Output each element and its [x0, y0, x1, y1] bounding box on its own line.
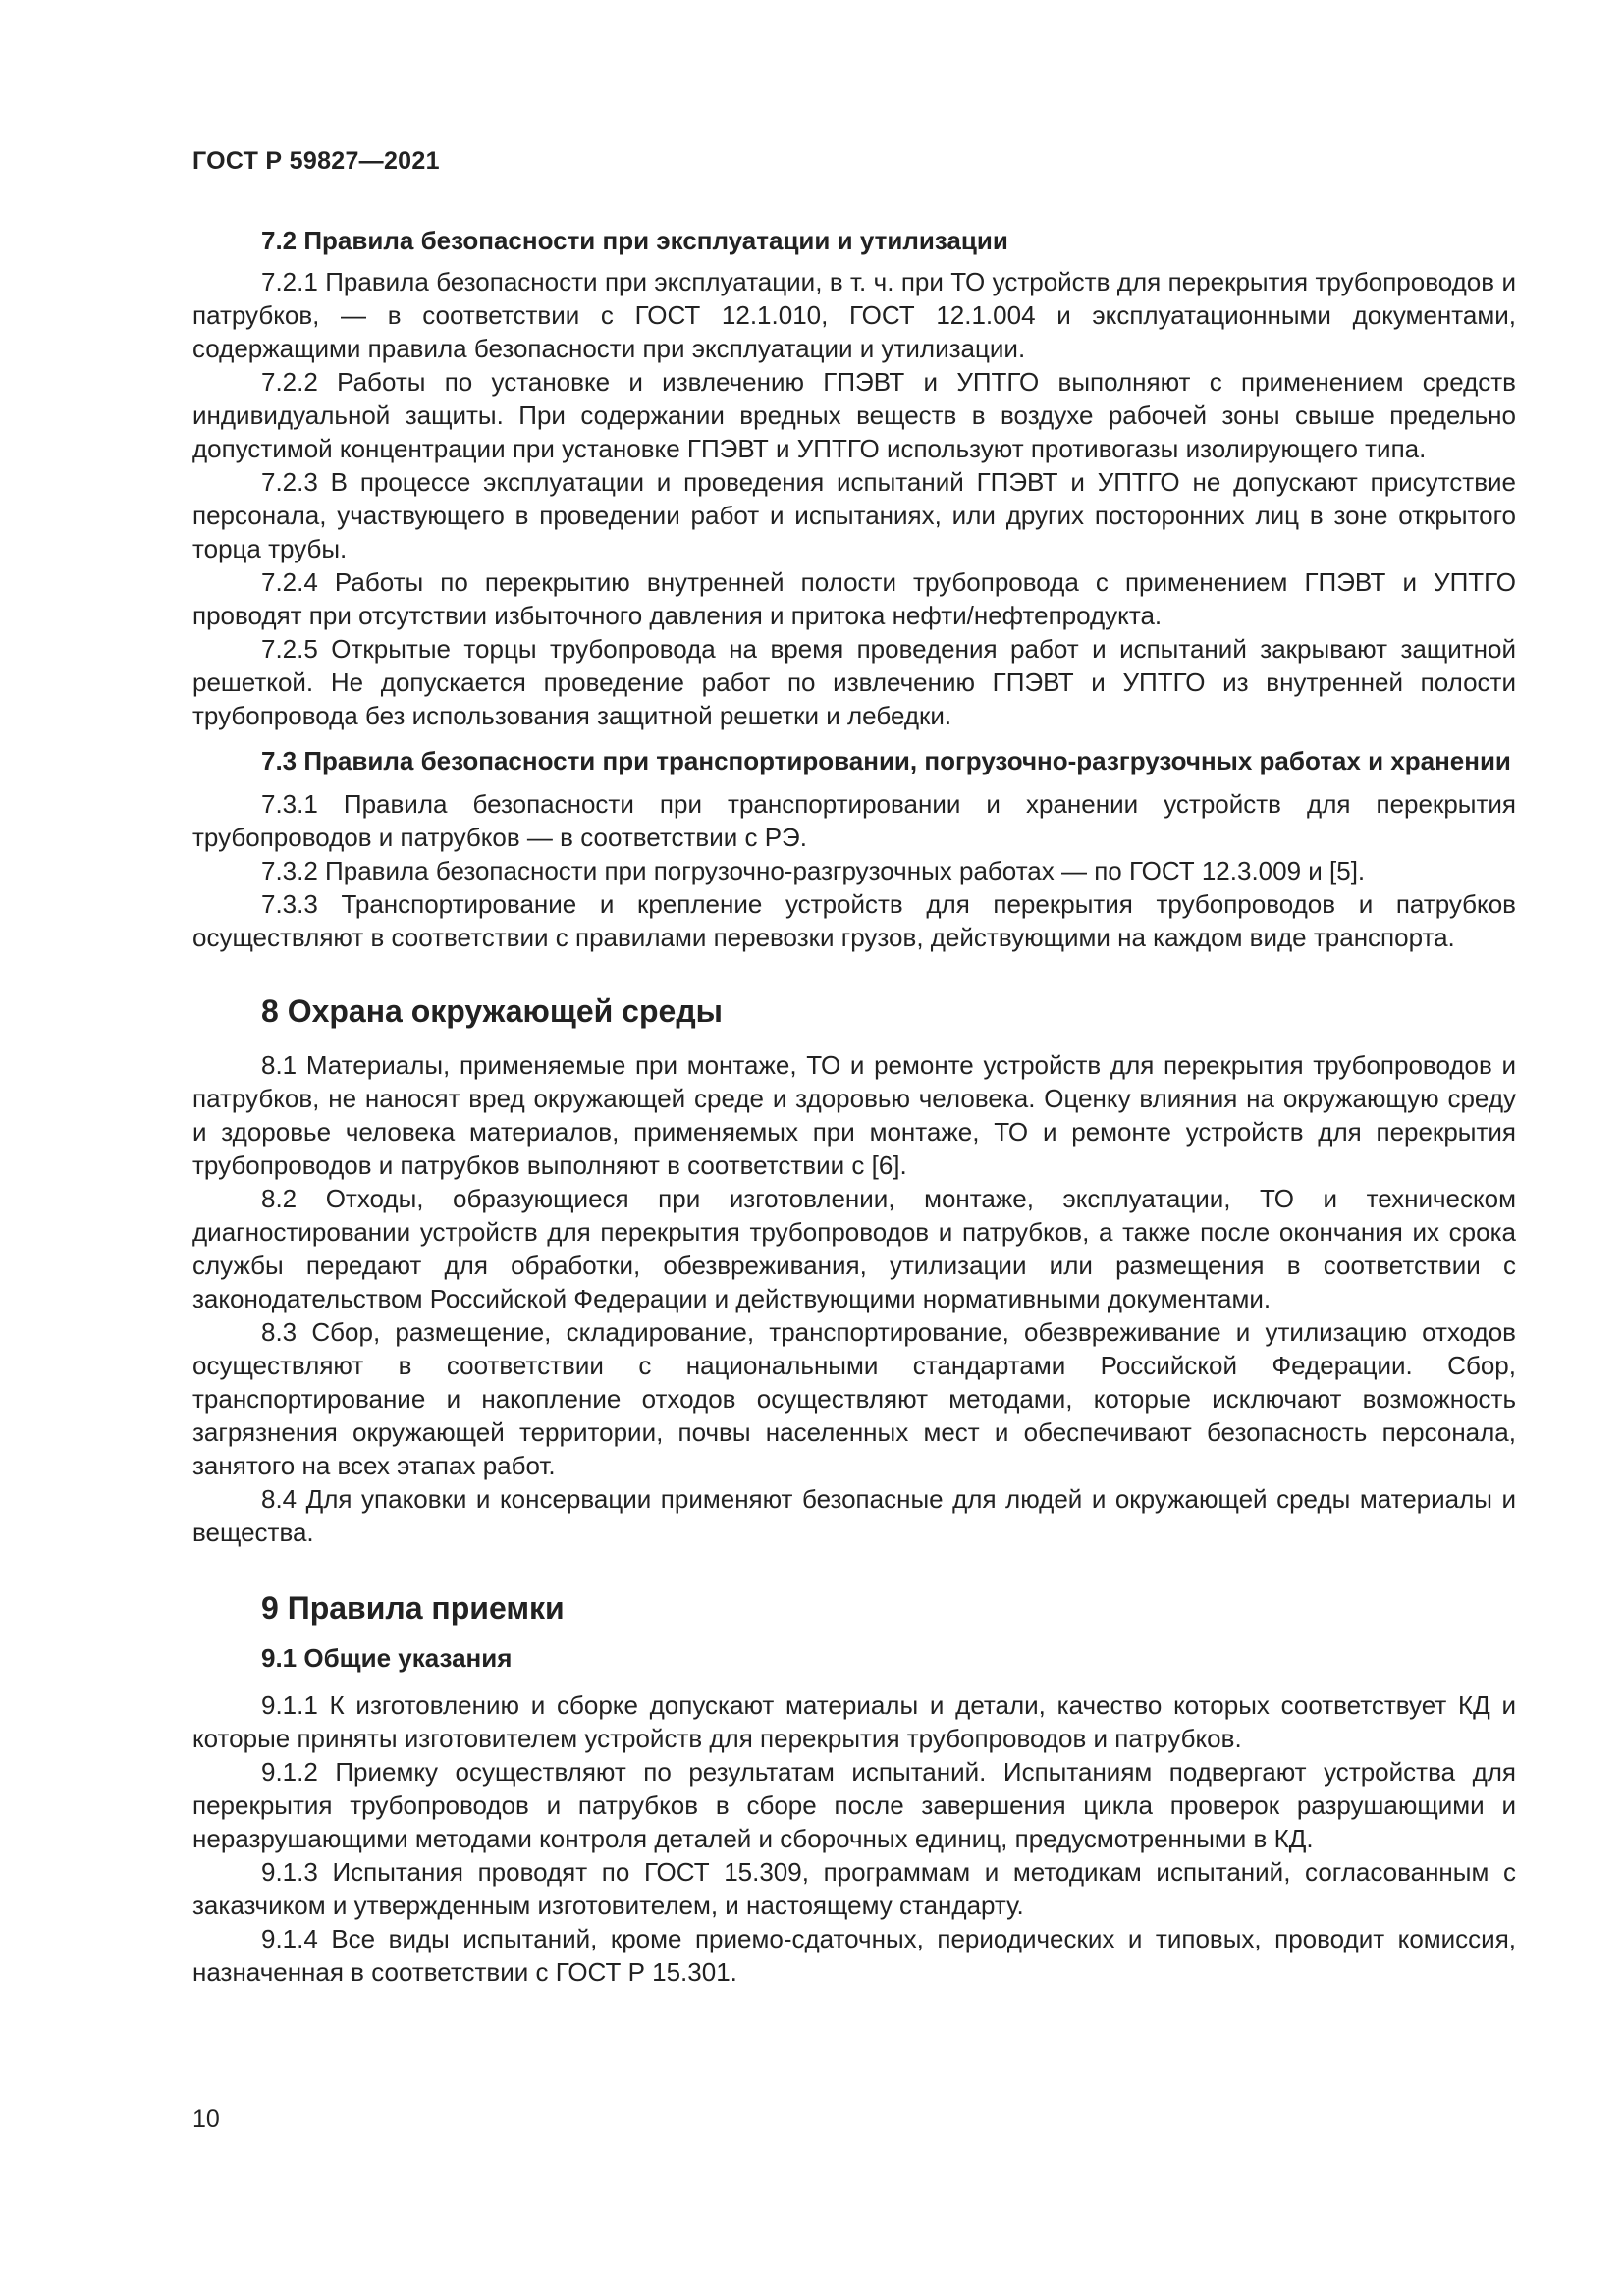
- paragraph-7-3-1: 7.3.1 Правила безопасности при транспортировании и хранении устройств для перекрытия трубопроводов и патрубков — в соответствии с РЭ.: [192, 789, 1516, 852]
- section-8-title: 8 Охрана окружающей среды: [261, 993, 723, 1029]
- paragraph-7-2-5: 7.2.5 Открытые торцы трубопровода на время проведения работ и испытаний закрывают защитной решеткой. Не допускается проведение работ по извлечению ГПЭВТ и УПТГО из внутренней полости трубопровода без использования защитной решетки и лебедки.: [192, 634, 1516, 730]
- paragraph-9-1-2: 9.1.2 Приемку осуществляют по результатам испытаний. Испытаниям подвергают устройства для перекрытия трубопроводов и патрубков в сборе после завершения цикла проверок разрушающими и неразрушающими методами контроля деталей и сборочных единиц, предусмотренными в КД.: [192, 1757, 1516, 1853]
- paragraph-7-2-3: 7.2.3 В процессе эксплуатации и проведения испытаний ГПЭВТ и УПТГО не допускают присутствие персонала, участвующего в проведении работ и испытаниях, или других посторонних лиц в зоне открытого торца трубы.: [192, 467, 1516, 563]
- paragraph-9-1-1: 9.1.1 К изготовлению и сборке допускают материалы и детали, качество которых соответствует КД и которые приняты изготовителем устройств для перекрытия трубопроводов и патрубков.: [192, 1690, 1516, 1753]
- paragraph-7-2-4: 7.2.4 Работы по перекрытию внутренней полости трубопровода с применением ГПЭВТ и УПТГО проводят при отсутствии избыточного давления и притока нефти/нефтепродукта.: [192, 567, 1516, 630]
- paragraph-8-3: 8.3 Сбор, размещение, складирование, транспортирование, обезвреживание и утилизацию отходов осуществляют в соответствии с национальными стандартами Российской Федерации. Сбор, транспортирование и накопление отходов осуществляют методами, которые исключают возможность загрязнения окружающей территории, почвы населенных мест и обеспечивают безопасность персонала, занятого на всех этапах работ.: [192, 1317, 1516, 1480]
- section-9-title: 9 Правила приемки: [261, 1590, 565, 1626]
- paragraph-9-1-4: 9.1.4 Все виды испытаний, кроме приемо-сдаточных, периодических и типовых, проводит комиссия, назначенная в соответствии с ГОСТ Р 15.301.: [192, 1924, 1516, 1987]
- subsection-7-3-title: 7.3 Правила безопасности при транспортировании, погрузочно-разгрузочных работах и хранении: [261, 746, 1511, 775]
- page-content: [192, 224, 1516, 1989]
- paragraph-7-3-2: 7.3.2 Правила безопасности при погрузочно-разгрузочных работах — по ГОСТ 12.3.009 и [5].: [261, 856, 1366, 885]
- subsection-7-2-title: 7.2 Правила безопасности при эксплуатации и утилизации: [261, 226, 1008, 255]
- paragraph-8-4: 8.4 Для упаковки и консервации применяют безопасные для людей и окружающей среды материалы и вещества.: [192, 1484, 1516, 1547]
- paragraph-7-3-3: 7.3.3 Транспортирование и крепление устройств для перекрытия трубопроводов и патрубков осуществляют в соответствии с правилами перевозки грузов, действующими на каждом виде транспорта.: [192, 889, 1516, 952]
- paragraph-8-1: 8.1 Материалы, применяемые при монтаже, ТО и ремонте устройств для перекрытия трубопроводов и патрубков, не наносят вред окружающей среде и здоровью человека. Оценку влияния на окружающую среду и здоровье человека материалов, применяемых при монтаже, ТО и ремонте устройств для перекрытия трубопроводов и патрубков выполняют в соответствии с [6].: [192, 1050, 1516, 1180]
- paragraph-8-2: 8.2 Отходы, образующиеся при изготовлении, монтаже, эксплуатации, ТО и техническом диагностировании устройств для перекрытия трубопроводов и патрубков, а также после окончания их срока службы передают для обработки, обезвреживания, утилизации или размещения в соответствии с законодательством Российской Федерации и действующими нормативными документами.: [192, 1184, 1516, 1313]
- subsection-9-1-title: 9.1 Общие указания: [261, 1643, 513, 1673]
- standard-number: ГОСТ Р 59827—2021: [192, 147, 440, 175]
- paragraph-7-2-1: 7.2.1 Правила безопасности при эксплуатации, в т. ч. при ТО устройств для перекрытия трубопроводов и патрубков, — в соответствии с ГОСТ 12.1.010, ГОСТ 12.1.004 и эксплуатационными документами, содержащими правила безопасности при эксплуатации и утилизации.: [192, 267, 1516, 363]
- page-number: 10: [192, 2106, 220, 2133]
- paragraph-7-2-2: 7.2.2 Работы по установке и извлечению ГПЭВТ и УПТГО выполняют с применением средств индивидуальной защиты. При содержании вредных веществ в воздухе рабочей зоны свыше предельно допустимой концентрации при установке ГПЭВТ и УПТГО используют противогазы изолирующего типа.: [192, 367, 1516, 463]
- paragraph-9-1-3: 9.1.3 Испытания проводят по ГОСТ 15.309, программам и методикам испытаний, согласованным с заказчиком и утвержденным изготовителем, и настоящему стандарту.: [192, 1857, 1516, 1920]
